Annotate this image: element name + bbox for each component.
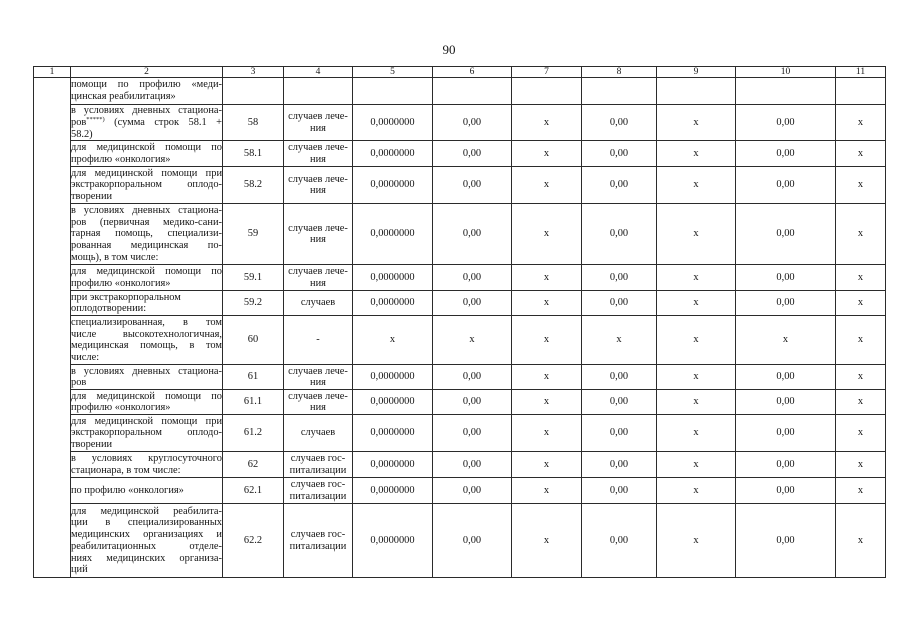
- column-header-10: 10: [736, 67, 836, 78]
- value-cell-col-7: х: [512, 365, 582, 390]
- value-cell-col-5: 0,0000000: [353, 167, 433, 204]
- value-cell-col-11: х: [836, 478, 886, 504]
- row-code-cell: 59: [223, 204, 284, 265]
- row-code-cell: 61.2: [223, 415, 284, 452]
- value-cell-col-6: 0,00: [433, 365, 512, 390]
- value-cell-col-7: [512, 78, 582, 105]
- value-cell-col-9: [657, 78, 736, 105]
- row-name-cell: [71, 504, 223, 578]
- row-name-line: медицинская помощь, в том: [71, 340, 222, 352]
- value-cell-col-5: 0,0000000: [353, 415, 433, 452]
- value-cell-col-8: [582, 78, 657, 105]
- value-cell-col-8: 0,00: [582, 452, 657, 478]
- value-cell-col-9: х: [657, 105, 736, 141]
- row-name-line: экстракорпоральном оплодо-: [71, 179, 222, 191]
- value-cell-col-10: [736, 78, 836, 105]
- value-cell-col-10: 0,00: [736, 291, 836, 316]
- value-cell-col-5: 0,0000000: [353, 291, 433, 316]
- table-row: [34, 291, 886, 316]
- column-header-9: 9: [657, 67, 736, 78]
- value-cell-col-7: х: [512, 204, 582, 265]
- row-name-line: в условиях дневных стациона-: [71, 365, 222, 377]
- value-cell-col-6: 0,00: [433, 452, 512, 478]
- value-cell-col-7: х: [512, 415, 582, 452]
- value-cell-col-5: 0,0000000: [353, 265, 433, 291]
- value-cell-col-11: х: [836, 141, 886, 167]
- value-cell-col-6: 0,00: [433, 478, 512, 504]
- column-header-7: 7: [512, 67, 582, 78]
- table-row: [34, 478, 886, 504]
- value-cell-col-10: 0,00: [736, 141, 836, 167]
- value-cell-col-8: х: [582, 316, 657, 365]
- value-cell-col-11: х: [836, 452, 886, 478]
- value-cell-col-8: 0,00: [582, 504, 657, 578]
- value-cell-col-7: х: [512, 452, 582, 478]
- value-cell-col-9: х: [657, 316, 736, 365]
- row-name-cell: [71, 316, 223, 365]
- value-cell-col-9: х: [657, 390, 736, 415]
- row-code-cell: 59.1: [223, 265, 284, 291]
- value-cell-col-9: х: [657, 478, 736, 504]
- row-name-line: ций: [71, 564, 88, 576]
- footnote-marker: *****): [86, 115, 105, 123]
- value-cell-col-10: 0,00: [736, 390, 836, 415]
- row-name-text: (сумма строк 58.1 +: [104, 116, 222, 128]
- row-name-cell: [71, 78, 223, 105]
- value-cell-col-7: х: [512, 105, 582, 141]
- row-name-line: для медицинской помощи по: [71, 390, 222, 402]
- unit-cell: случаев гос- питализации: [284, 478, 353, 504]
- value-cell-col-11: х: [836, 265, 886, 291]
- row-code-cell: 58: [223, 105, 284, 141]
- row-name-line: медицинских организациях и: [71, 529, 222, 541]
- row-name-line: профилю «онкология»: [71, 153, 171, 165]
- row-code-cell: 58.2: [223, 167, 284, 204]
- value-cell-col-10: х: [736, 316, 836, 365]
- value-cell-col-9: х: [657, 204, 736, 265]
- value-cell-col-6: 0,00: [433, 504, 512, 578]
- value-cell-col-8: 0,00: [582, 390, 657, 415]
- row-code-cell: 62: [223, 452, 284, 478]
- row-name-line: в условиях круглосуточного: [71, 453, 222, 465]
- page-number: 90: [442, 42, 456, 57]
- table-header: [34, 67, 886, 78]
- value-cell-col-10: 0,00: [736, 504, 836, 578]
- table-row: [34, 365, 886, 390]
- row-name-cell: [71, 105, 223, 141]
- value-cell-col-11: х: [836, 105, 886, 141]
- value-cell-col-10: 0,00: [736, 452, 836, 478]
- value-cell-col-8: 0,00: [582, 415, 657, 452]
- row-code-cell: 59.2: [223, 291, 284, 316]
- value-cell-col-9: х: [657, 365, 736, 390]
- row-name-line: профилю «онкология»: [71, 402, 171, 414]
- row-name-line: специализированная, в том: [71, 316, 222, 328]
- value-cell-col-6: х: [433, 316, 512, 365]
- value-cell-col-9: х: [657, 141, 736, 167]
- unit-cell: случаев лече- ния: [284, 141, 353, 167]
- table-row: [34, 390, 886, 415]
- row-name-line: по профилю «онкология»: [71, 484, 184, 496]
- value-cell-col-5: [353, 78, 433, 105]
- value-cell-col-5: 0,0000000: [353, 452, 433, 478]
- value-cell-col-8: 0,00: [582, 291, 657, 316]
- row-name-cell: [71, 204, 223, 265]
- unit-cell: случаев гос- питализации: [284, 452, 353, 478]
- row-code-cell: [223, 78, 284, 105]
- row-name-line: для медицинской помощи при: [71, 167, 222, 179]
- row-name-cell: [71, 365, 223, 390]
- value-cell-col-7: х: [512, 478, 582, 504]
- value-cell-col-8: 0,00: [582, 141, 657, 167]
- row-name-line: числе:: [71, 352, 100, 364]
- value-cell-col-10: 0,00: [736, 365, 836, 390]
- row-name-line: в условиях дневных стациона-: [71, 204, 222, 216]
- value-cell-col-6: 0,00: [433, 390, 512, 415]
- table-row: [34, 78, 886, 105]
- row-code-cell: 61: [223, 365, 284, 390]
- value-cell-col-5: 0,0000000: [353, 141, 433, 167]
- value-cell-col-9: х: [657, 167, 736, 204]
- row-name-line: творении: [71, 439, 113, 451]
- value-cell-col-7: х: [512, 390, 582, 415]
- value-cell-col-6: 0,00: [433, 415, 512, 452]
- table-row: [34, 316, 886, 365]
- column-number-row: [34, 67, 886, 78]
- value-cell-col-7: х: [512, 504, 582, 578]
- value-cell-col-11: х: [836, 415, 886, 452]
- row-name-line: рованная медицинская по-: [71, 240, 222, 252]
- row-name-line: стационара, в том числе:: [71, 464, 181, 476]
- value-cell-col-10: 0,00: [736, 265, 836, 291]
- row-name-line: в условиях дневных стациона-: [71, 105, 222, 116]
- value-cell-col-10: 0,00: [736, 415, 836, 452]
- value-cell-col-5: 0,0000000: [353, 504, 433, 578]
- row-name-line: ниях медицинских организа-: [71, 552, 222, 564]
- value-cell-col-6: 0,00: [433, 204, 512, 265]
- row-name-line: для медицинской помощи по: [71, 266, 222, 278]
- value-cell-col-6: 0,00: [433, 167, 512, 204]
- value-cell-col-8: 0,00: [582, 265, 657, 291]
- column-header-2: 2: [71, 67, 223, 78]
- value-cell-col-7: х: [512, 265, 582, 291]
- value-cell-col-8: 0,00: [582, 167, 657, 204]
- value-cell-col-10: 0,00: [736, 204, 836, 265]
- row-name-line: тарная помощь, специализи-: [71, 228, 222, 240]
- unit-cell: случаев лече- ния: [284, 105, 353, 141]
- row-name-line: реабилитационных отделе-: [71, 540, 222, 552]
- table-body: [34, 78, 886, 578]
- column-header-6: 6: [433, 67, 512, 78]
- value-cell-col-6: 0,00: [433, 291, 512, 316]
- row-name-line: цинская реабилитация»: [71, 91, 176, 102]
- value-cell-col-10: 0,00: [736, 167, 836, 204]
- row-name-line: профилю «онкология»: [71, 277, 171, 289]
- table-row: [34, 105, 886, 141]
- row-code-cell: 61.1: [223, 390, 284, 415]
- value-cell-col-11: х: [836, 504, 886, 578]
- table-row: [34, 167, 886, 204]
- section-number-cell: [34, 78, 71, 578]
- row-name-line: ции в специализированных: [71, 517, 222, 529]
- value-cell-col-5: 0,0000000: [353, 105, 433, 141]
- row-code-cell: 60: [223, 316, 284, 365]
- unit-cell: случаев лече- ния: [284, 265, 353, 291]
- row-name-cell: [71, 390, 223, 415]
- value-cell-col-9: х: [657, 452, 736, 478]
- unit-cell: случаев: [284, 291, 353, 316]
- value-cell-col-11: [836, 78, 886, 105]
- row-name-cell: [71, 291, 223, 316]
- value-cell-col-6: [433, 78, 512, 105]
- value-cell-col-5: 0,0000000: [353, 390, 433, 415]
- unit-cell: случаев лече- ния: [284, 365, 353, 390]
- unit-cell: случаев лече- ния: [284, 390, 353, 415]
- table-row: [34, 504, 886, 578]
- row-name-line: при экстракорпоральном: [71, 291, 181, 303]
- table-row: [34, 452, 886, 478]
- data-table: [33, 66, 886, 578]
- unit-cell: -: [284, 316, 353, 365]
- value-cell-col-6: 0,00: [433, 265, 512, 291]
- table-row: [34, 141, 886, 167]
- unit-cell: случаев лече- ния: [284, 167, 353, 204]
- row-name-line: числе высокотехнологичная,: [71, 328, 222, 340]
- value-cell-col-8: 0,00: [582, 478, 657, 504]
- row-name-line: экстракорпоральном оплодо-: [71, 427, 222, 439]
- value-cell-col-11: х: [836, 316, 886, 365]
- value-cell-col-6: 0,00: [433, 105, 512, 141]
- row-name-line: 58.2): [71, 128, 93, 140]
- row-name-cell: [71, 415, 223, 452]
- value-cell-col-8: 0,00: [582, 365, 657, 390]
- row-code-cell: 62.2: [223, 504, 284, 578]
- value-cell-col-10: 0,00: [736, 478, 836, 504]
- value-cell-col-11: х: [836, 204, 886, 265]
- row-name-line: для медицинской реабилита-: [71, 505, 222, 517]
- row-name-text: ров: [71, 116, 87, 128]
- row-name-line: ров: [71, 377, 87, 389]
- unit-cell: [284, 78, 353, 105]
- value-cell-col-8: 0,00: [582, 204, 657, 265]
- row-name-cell: [71, 265, 223, 291]
- row-name-cell: [71, 167, 223, 204]
- value-cell-col-5: х: [353, 316, 433, 365]
- value-cell-col-7: х: [512, 141, 582, 167]
- row-code-cell: 58.1: [223, 141, 284, 167]
- row-name-cell: [71, 478, 223, 504]
- value-cell-col-5: 0,0000000: [353, 365, 433, 390]
- column-header-1: 1: [34, 67, 71, 78]
- value-cell-col-9: х: [657, 504, 736, 578]
- value-cell-col-11: х: [836, 365, 886, 390]
- unit-cell: случаев: [284, 415, 353, 452]
- row-name-line: оплодотворении:: [71, 303, 147, 315]
- row-name-line: для медицинской помощи по: [71, 142, 222, 154]
- column-header-5: 5: [353, 67, 433, 78]
- row-code-cell: 62.1: [223, 478, 284, 504]
- value-cell-col-10: 0,00: [736, 105, 836, 141]
- unit-cell: случаев гос- питализации: [284, 504, 353, 578]
- value-cell-col-9: х: [657, 265, 736, 291]
- table-row: [34, 204, 886, 265]
- value-cell-col-7: х: [512, 167, 582, 204]
- row-name-line: ров (первичная медико-сани-: [71, 216, 222, 228]
- value-cell-col-7: х: [512, 316, 582, 365]
- table-row: [34, 415, 886, 452]
- row-name-line: для медицинской помощи при: [71, 415, 222, 427]
- value-cell-col-11: х: [836, 167, 886, 204]
- column-header-4: 4: [284, 67, 353, 78]
- value-cell-col-9: х: [657, 291, 736, 316]
- unit-cell: случаев лече- ния: [284, 204, 353, 265]
- value-cell-col-7: х: [512, 291, 582, 316]
- value-cell-col-5: 0,0000000: [353, 478, 433, 504]
- value-cell-col-11: х: [836, 390, 886, 415]
- row-name-cell: [71, 141, 223, 167]
- row-name-cell: [71, 452, 223, 478]
- column-header-3: 3: [223, 67, 284, 78]
- table-row: [34, 265, 886, 291]
- value-cell-col-9: х: [657, 415, 736, 452]
- value-cell-col-6: 0,00: [433, 141, 512, 167]
- value-cell-col-8: 0,00: [582, 105, 657, 141]
- row-name-line: помощи по профилю «меди-: [71, 79, 222, 91]
- value-cell-col-11: х: [836, 291, 886, 316]
- column-header-8: 8: [582, 67, 657, 78]
- value-cell-col-5: 0,0000000: [353, 204, 433, 265]
- row-name-line: [71, 117, 222, 129]
- row-name-line: творении: [71, 191, 113, 203]
- row-name-line: мощь), в том числе:: [71, 252, 159, 264]
- column-header-11: 11: [836, 67, 886, 78]
